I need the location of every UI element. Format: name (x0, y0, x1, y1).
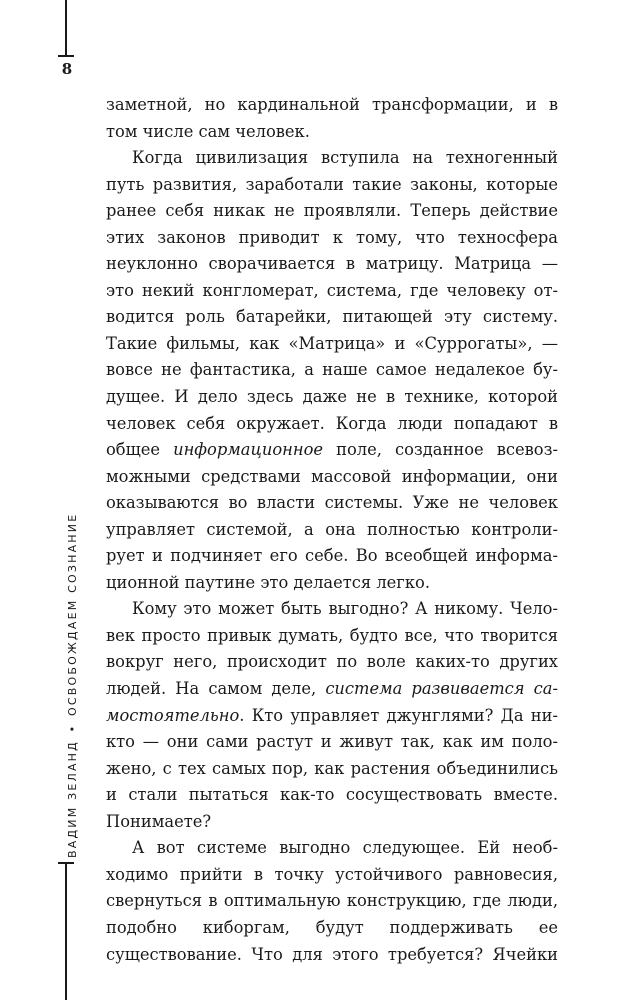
top-rule-tick (58, 55, 74, 57)
text-run: Когда цивилизация вступила на техногенный путь развития, заработали такие законы, которые ранее себя никак не проявляли. Теперь действие этих законов приводит к тому, что техносфера неуклонно сворачивается в матрицу. Матрица — это некий конгломерат, система, где человеку отводится роль батарейки, питающей эту систему. Такие фильмы, как «Матрица» и «Суррогаты», — вовсе не фантастика, а наше самое недалекое будущее. И дело здесь даже не в технике, которой человек себя окружает. Когда люди попадают в общее (106, 148, 558, 460)
emphasis-run: система развивается самостоятельно (106, 679, 558, 725)
paragraph (106, 145, 558, 596)
paragraph-continued (106, 92, 558, 145)
text-run: поле, созданное всевозможными средствами массовой информации, они оказываются во власти системы. Уже не человек управляет системой, а она полностью контролирует и подчиняет его себе. Во всеобщей информационной паутине это делается легко. (106, 440, 558, 592)
running-head (66, 513, 80, 858)
bottom-margin-rule (65, 862, 67, 1000)
text-run: . Кто управляет джунглями? Да никто — они сами растут и живут так, как им положено, с тех самых пор, как растения объединились и стали пытаться как-то сосуществовать вместе. Понимаете? (106, 705, 558, 831)
paragraph (106, 596, 558, 835)
running-head-separator: • (66, 723, 79, 733)
running-head-author: ВАДИМ ЗЕЛАНД (66, 740, 79, 858)
paragraph (106, 835, 558, 968)
text-run: А вот системе выгодно следующее. Ей необходимо прийти в точку устойчивого равновесия, свернуться в оптимальную конструкцию, где люди, подобно киборгам, будут поддерживать ее существование. Что для этого требуется? Ячейки (106, 838, 558, 964)
emphasis-run: информационное (173, 440, 324, 460)
body-text (106, 92, 558, 968)
top-margin-rule (65, 0, 67, 55)
text-run: заметной, но кардинальной трансформации, и в том числе сам человек. (106, 95, 558, 141)
text-run: Кому это может быть выгодно? А никому. Человек просто привык думать, будто все, что творится вокруг него, происходит по воле каких-то других людей. На самом деле, (106, 599, 558, 699)
running-head-title: ОСВОБОЖДАЕМ СОЗНАНИЕ (66, 512, 79, 716)
page-number: 8 (61, 60, 73, 78)
